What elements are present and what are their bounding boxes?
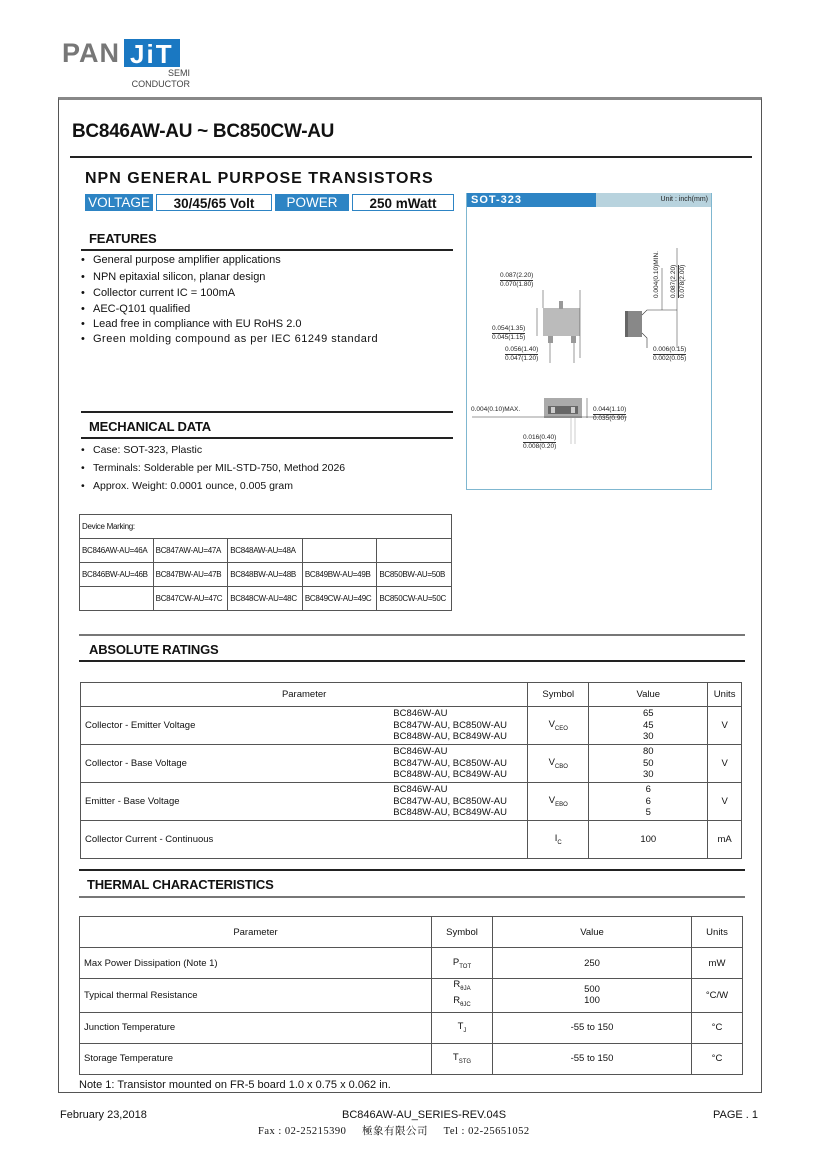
- package-header: [467, 193, 711, 207]
- footnote: Note 1: Transistor mounted on FR-5 board 1.0 x 0.75 x 0.062 in.: [79, 1079, 391, 1091]
- table-row: Storage Temperature $T_{STG}$ -55 to 150 °C: [80, 1043, 743, 1074]
- company-logo: [62, 38, 180, 68]
- mechanical-list: [81, 441, 461, 495]
- features-heading: FEATURES: [89, 231, 157, 246]
- logo-pan: PAN: [62, 38, 121, 68]
- mechanical-heading: MECHANICAL DATA: [89, 419, 211, 434]
- footer-page: PAGE . 1: [713, 1109, 759, 1121]
- voltage-value: 30/45/65 Volt: [156, 194, 272, 211]
- thermal-heading: THERMAL CHARACTERISTICS: [87, 877, 274, 892]
- table-row: Collector Current - Continuous $I_C$ 100 mA: [81, 821, 742, 859]
- feature-item: • Lead free in compliance with EU RoHS 2.0: [81, 317, 461, 332]
- table-row: BC846BW-AU=46B BC847BW-AU=47B BC848BW-AU=48B BC849BW-AU=49B BC850BW-AU=50B: [80, 563, 452, 587]
- feature-item: • General purpose amplifier applications: [81, 252, 461, 269]
- absolute-rule: [79, 660, 745, 662]
- dim-body-height: 0.054(1.35) 0.045(1.15): [492, 325, 526, 341]
- package-name: SOT-323: [467, 193, 596, 207]
- absolute-top-rule: [79, 634, 745, 636]
- dim-lead-width: 0.016(0.40) 0.008(0.20): [523, 434, 557, 450]
- features-rule: [81, 249, 453, 251]
- dim-side-height: 0.044(1.10) 0.035(0.90): [593, 406, 627, 422]
- feature-item: • Green molding compound as per IEC 61249 standard: [81, 332, 461, 347]
- table-row: Collector - Base Voltage BC846W-AU BC847W-AU, BC850W-AU BC848W-AU, BC849W-AU $V_{CBO}$ 80 50 30 V: [81, 745, 742, 783]
- table-row: BC846AW-AU=46A BC847AW-AU=47A BC848AW-AU=48A: [80, 539, 452, 563]
- table-row: Junction Temperature $T_J$ -55 to 150 °C: [80, 1012, 743, 1043]
- table-row: BC847CW-AU=47C BC848CW-AU=48C BC849CW-AU=49C BC850CW-AU=50C: [80, 587, 452, 611]
- feature-item: • NPN epitaxial silicon, planar design: [81, 269, 461, 286]
- features-list: [81, 252, 461, 347]
- logo-semi: SEMI: [167, 68, 190, 78]
- footer-contact: Fax : 02-25215390 極象有限公司 Tel : 02-25651052: [258, 1126, 530, 1137]
- table-row: Max Power Dissipation (Note 1) $P_{TOT}$ 250 mW: [80, 948, 743, 979]
- dim-standoff-max: 0.004(0.10)MAX.: [471, 406, 521, 413]
- table-row: Typical thermal Resistance $R_{\theta JA}$ $R_{\theta JC}$ 500 100 °C/W: [80, 979, 743, 1013]
- absolute-heading: ABSOLUTE RATINGS: [89, 642, 219, 657]
- feature-item: • Collector current IC = 100mA: [81, 285, 461, 302]
- power-label: POWER: [275, 194, 349, 211]
- thermal-characteristics-table: Parameter Symbol Value Units Max Power Dissipation (Note 1) $P_{TOT}$ 250 mW Typical thermal Resistance $R_{\theta JA}$ $R_{\theta JC}$ 500 100 °C/W Junction Temperature $T_J$ -55 to 150 °C Storage Temperature $T_{STG}$ -55 to 150 °C: [79, 916, 743, 1075]
- thermal-top-rule: [79, 869, 745, 871]
- mechanical-item: • Approx. Weight: 0.0001 ounce, 0.005 gram: [81, 477, 461, 495]
- device-marking-table: [79, 514, 452, 611]
- package-unit: Unit : inch(mm): [596, 193, 711, 207]
- mechanical-item: • Case: SOT-323, Plastic: [81, 441, 461, 459]
- logo-jit: JiT: [124, 39, 180, 67]
- page-title: BC846AW-AU ~ BC850CW-AU: [72, 121, 335, 142]
- logo-subtitle: [130, 68, 190, 90]
- power-value: 250 mWatt: [352, 194, 454, 211]
- mechanical-top-rule: [81, 411, 453, 413]
- thermal-rule: [79, 896, 745, 898]
- table-row: Collector - Emitter Voltage BC846W-AU BC847W-AU, BC850W-AU BC848W-AU, BC849W-AU $V_{CEO}$ 65 45 30 V: [81, 707, 742, 745]
- mechanical-item: • Terminals: Solderable per MIL-STD-750, Method 2026: [81, 459, 461, 477]
- footer-date: February 23,2018: [60, 1109, 147, 1121]
- title-divider: [70, 156, 752, 158]
- table-row: Emitter - Base Voltage BC846W-AU BC847W-AU, BC850W-AU BC848W-AU, BC849W-AU $V_{EBO}$ 6 6 5 V: [81, 783, 742, 821]
- footer-doc-id: BC846AW-AU_SERIES-REV.04S: [342, 1109, 507, 1121]
- absolute-ratings-table: Parameter Symbol Value Units Collector - Emitter Voltage BC846W-AU BC847W-AU, BC850W-AU BC848W-AU, BC849W-AU $V_{CEO}$ 65 45 30 V Collector - Base Voltage BC846W-AU BC847W-AU, BC850W-AU BC848W-AU, BC849W-AU $V_{CBO}$ 80 50 30 V Emitter - Base Voltage BC846W-AU BC847W-AU, BC850W-AU BC848W-AU, BC849W-AU $V_{EBO}$ 6 6 5 V Collector Current - Continuous $I_C$ 100 mA: [80, 682, 742, 859]
- logo-conductor: CONDUCTOR: [131, 79, 190, 89]
- dim-total-height: 0.087(2.20) 0.078(2.00): [670, 264, 686, 298]
- dim-pitch: 0.056(1.40) 0.047(1.20): [505, 346, 539, 362]
- mechanical-rule: [81, 437, 453, 439]
- feature-item: • AEC-Q101 qualified: [81, 302, 461, 317]
- dim-width: 0.087(2.20) 0.070(1.80): [500, 272, 534, 288]
- dim-thickness: 0.006(0.15) 0.002(0.05): [653, 346, 687, 362]
- dim-lead-min: 0.004(0.10)MIN.: [653, 251, 660, 298]
- product-subtitle: NPN GENERAL PURPOSE TRANSISTORS: [85, 170, 434, 187]
- voltage-label: VOLTAGE: [85, 194, 153, 211]
- marking-header: Device Marking:: [80, 515, 452, 539]
